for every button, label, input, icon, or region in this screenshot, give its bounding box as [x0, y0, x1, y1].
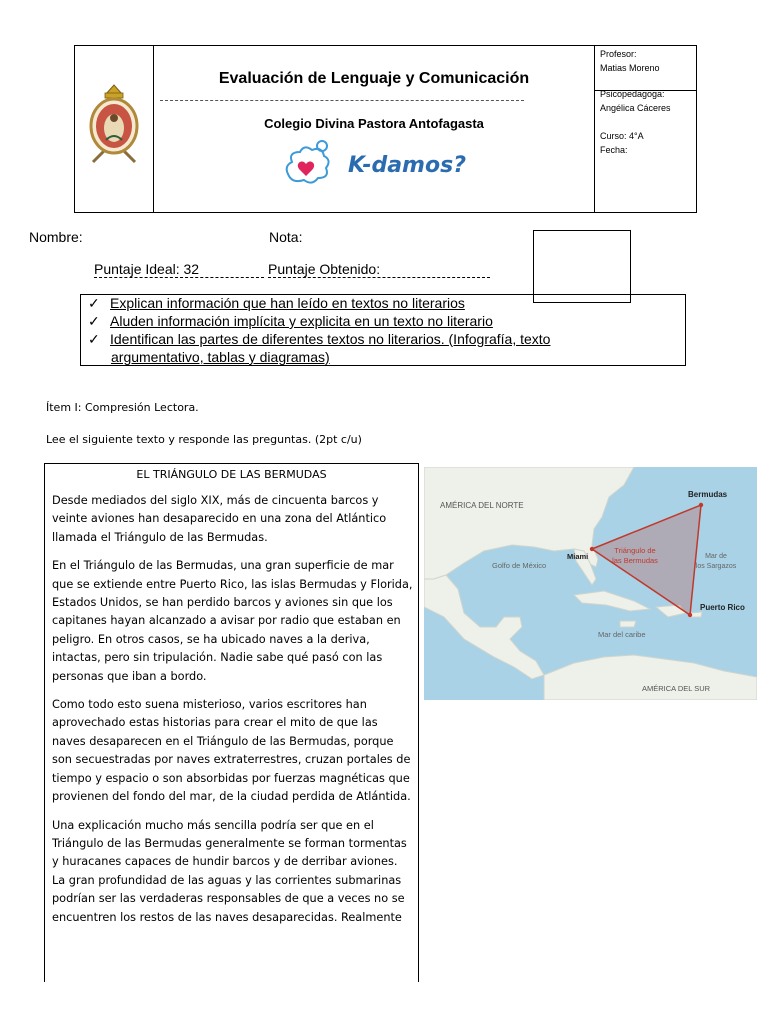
kdamos-logo [282, 134, 482, 190]
teacher-name: Matias Moreno [600, 63, 660, 73]
label-sargazos-2: los Sargazos [695, 563, 737, 570]
school-crest-icon [79, 80, 149, 170]
grade-label: Nota: [269, 229, 303, 245]
crest-cell [75, 46, 154, 212]
reading-paragraph: Una explicación mucho más sencilla podría ser que en el Triángulo de las Bermudas generalmente se forman tormentas y huracanes capaces de hundir barcos y de derribar aviones. La gran profundidad de las aguas y las corrientes submarinas podrían ser las verdaderas responsables de que a veces no se encuentren los restos de las naves desaparecidas. Realmente [52, 818, 407, 924]
psych-label: Psicopedagoga: [600, 89, 665, 99]
school-name: Colegio Divina Pastora Antofagasta [264, 116, 484, 131]
section-title: Ítem I: Compresión Lectora. [46, 401, 199, 414]
objective-item [88, 314, 493, 329]
label-triangle-2: las Bermudas [612, 556, 658, 565]
kdamos-logo-text: K-damos? [348, 153, 466, 178]
label-puerto-rico: Puerto Rico [700, 603, 745, 612]
check-icon: ✓ [88, 313, 100, 329]
title-cell [154, 46, 595, 212]
ideal-score: Puntaje Ideal: 32 [94, 261, 264, 278]
label-sargazos-1: Mar de [705, 553, 727, 560]
miami-marker [590, 547, 594, 551]
reading-paragraph: Como todo esto suena misterioso, varios escritores han aprovechado estas historias para crear el mito de que las naves desaparecen en el Triángulo de las Bermudas, porque son secuestradas por naves extraterrestres, cruzan portales de tiempo y espacio o son absorbidas por fuerzas magnéticas que provienen del fondo del mar, de la ciudad perdida de Atlántida. [52, 698, 411, 804]
label-caribbean: Mar del caribe [598, 630, 646, 639]
check-icon: ✓ [88, 295, 100, 311]
label-north-america: AMÉRICA DEL NORTE [440, 501, 524, 510]
objective-text: Explican información que han leído en textos no literarios [110, 295, 465, 311]
bermudas-marker [699, 503, 703, 507]
reading-title: EL TRIÁNGULO DE LAS BERMUDAS [136, 468, 327, 481]
puerto-rico-marker [688, 613, 692, 617]
bermuda-map [424, 467, 757, 700]
info-cell [595, 46, 696, 212]
objective-continuation: argumentativo, tablas y diagramas) [111, 349, 330, 365]
title-divider [160, 100, 524, 101]
header-table [74, 45, 697, 213]
objective-item [88, 296, 465, 311]
label-gulf: Golfo de México [492, 561, 547, 570]
name-label: Nombre: [29, 229, 83, 245]
grade-box[interactable] [533, 230, 631, 303]
label-south-america: AMÉRICA DEL SUR [642, 684, 711, 693]
reading-paragraph: Desde mediados del siglo XIX, más de cincuenta barcos y veinte aviones han desaparecido en una zona del Atlántico llamada el Triángulo de las Bermudas. [52, 494, 387, 544]
objective-text: Aluden información implícita y explicita en un texto no literario [110, 313, 493, 329]
date-label: Fecha: [600, 145, 628, 155]
objective-item [88, 332, 550, 347]
section-instruction: Lee el siguiente texto y responde las preguntas. (2pt c/u) [46, 433, 362, 446]
map-jamaica [620, 621, 636, 627]
course-label: Curso: 4°A [600, 131, 644, 141]
label-triangle-1: Triángulo de [614, 546, 656, 555]
label-miami: Miami [567, 552, 589, 561]
label-bermudas: Bermudas [688, 490, 728, 499]
exam-title: Evaluación de Lenguaje y Comunicación [218, 70, 530, 87]
reading-paragraph: En el Triángulo de las Bermudas, una gran superficie de mar que se extiende entre Puerto Rico, las islas Bermudas y Florida, Estados Unidos, se han perdido barcos y aviones sin que los capitanes hayan alcanzado a avisar por radio que estaban en peligro. En otros casos, se ha ubicado naves a la deriva, intactas, pero sin tripulación. Nadie sabe qué pasó con las personas que iban a bordo. [52, 559, 413, 683]
psych-name: Angélica Cáceres [600, 103, 671, 113]
objectives-box [80, 294, 686, 366]
obtained-score: Puntaje Obtenido: [268, 261, 490, 278]
check-icon: ✓ [88, 331, 100, 347]
reading-text-box [44, 463, 419, 982]
teacher-label: Profesor: [600, 49, 637, 59]
objective-text: Identifican las partes de diferentes textos no literarios. (Infografía, texto [110, 331, 551, 347]
